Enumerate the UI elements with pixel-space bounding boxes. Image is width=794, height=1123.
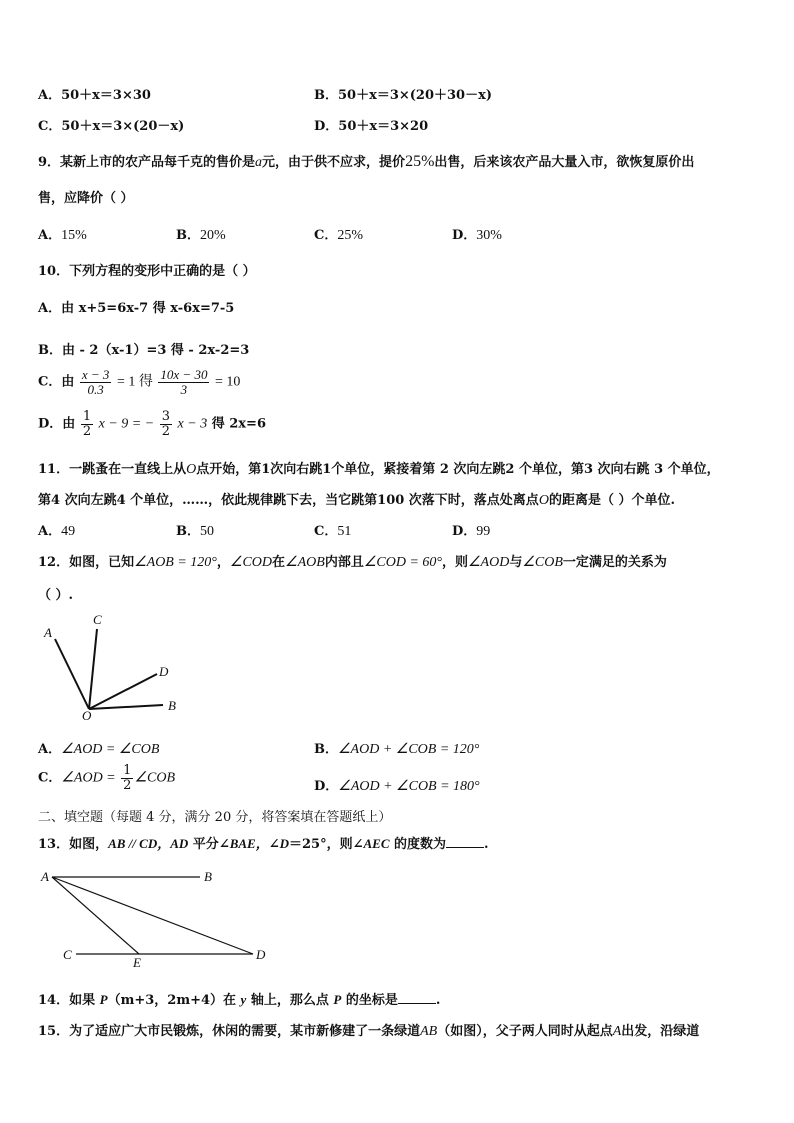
answer-blank xyxy=(398,991,436,1004)
q11-option-c: C．51 xyxy=(314,524,352,539)
q12-option-b: B．∠AOD + ∠COB = 120° xyxy=(314,742,480,757)
q11-option-d: D．99 xyxy=(452,524,491,539)
line-ae xyxy=(52,877,139,954)
q12-stem-line1: 12．如图，已知∠AOB = 120°，∠COD在∠AOB内部且∠COD = 60°，则∠AOD与∠COB一定满足的关系为 xyxy=(38,555,667,570)
point-label-d: D xyxy=(256,947,266,962)
q9-option-a: A．15% xyxy=(38,228,87,243)
q8-option-a: A．50＋x＝3×30 xyxy=(38,88,151,103)
point-label-a: A xyxy=(41,869,49,884)
point-label-b: B xyxy=(204,869,212,884)
q13-stem: 13．如图，AB // CD，AD 平分∠BAE，∠D＝25°，则∠AEC 的度数为 . xyxy=(38,836,489,852)
q13-parallel-figure xyxy=(38,865,278,970)
ray-oc xyxy=(89,629,97,709)
q8-option-d: D．50＋x＝3×20 xyxy=(314,119,429,134)
fraction: $\frac{x - 3}{0.3}$ xyxy=(81,367,110,397)
ray-od xyxy=(89,674,157,709)
section-heading: 二、填空题（每题 4 分，满分 20 分，将答案填在答题纸上） xyxy=(38,810,392,825)
answer-blank xyxy=(446,835,484,848)
q11-stem-line2: 第4 次向左跳4 个单位，……，依此规律跳下去，当它跳第100 次落下时，落点处离点O的距离是（ ）个单位. xyxy=(38,493,675,508)
q11-option-a: A．49 xyxy=(38,524,76,539)
q14-stem: 14．如果 P（m+3，2m+4）在 y 轴上，那么点 P 的坐标是 . xyxy=(38,992,441,1008)
q10-option-c: C．由 $\frac{x - 3}{0.3}$ = 1 得 $\frac{10x - 30}{3}$ = 10 xyxy=(38,367,241,397)
fraction: $\frac{1}{2}$ xyxy=(123,763,132,793)
point-label-c: C xyxy=(63,947,72,962)
q12-option-c: C．∠AOD = $\frac{1}{2}$ ∠COB xyxy=(38,763,176,793)
point-label-e: E xyxy=(133,955,141,970)
fraction: $\frac{3}{2}$ xyxy=(161,409,170,439)
q9-option-b: B．20% xyxy=(176,228,226,243)
q10-option-b: B．由 - 2（x-1）=3 得 - 2x-2=3 xyxy=(38,343,250,358)
q15-stem: 15．为了适应广大市民锻炼，休闲的需要，某市新修建了一条绿道AB（如图），父子两人同时从起点A出发，沿绿道 xyxy=(38,1024,700,1039)
q9-stem-line2: 售，应降价（ ） xyxy=(38,191,134,206)
q12-option-a: A．∠AOD = ∠COB xyxy=(38,742,160,757)
q8-option-b: B．50＋x＝3×(20＋30－x) xyxy=(314,88,493,103)
q10-option-a: A．由 x+5=6x-7 得 x-6x=7-5 xyxy=(38,301,235,316)
point-label-a: A xyxy=(44,625,52,640)
q9-stem-line1: 9．某新上市的农产品每千克的售价是a元，由于供不应求，提价25%出售，后来该农产品大量入市，欲恢复原价出 xyxy=(38,153,695,170)
q10-stem: 10．下列方程的变形中正确的是（ ） xyxy=(38,264,256,279)
q9-option-c: C．25% xyxy=(314,228,364,243)
ray-ob xyxy=(89,705,163,709)
fraction: $\frac{10x - 30}{3}$ xyxy=(160,367,208,397)
q12-option-d: D．∠AOD + ∠COB = 180° xyxy=(314,779,480,794)
point-label-b: B xyxy=(168,698,176,713)
point-label-d: D xyxy=(159,664,169,679)
q12-angle-figure xyxy=(38,612,188,722)
q11-stem-line1: 11．一跳蚤在一直线上从O点开始，第1次向右跳1个单位，紧接着第 2 次向左跳2 个单位，第3 次向右跳 3 个单位， xyxy=(38,462,720,477)
line-ad xyxy=(52,877,253,954)
q12-stem-line2: （ ）. xyxy=(38,588,74,603)
q8-option-c: C．50＋x＝3×(20－x) xyxy=(38,119,185,134)
point-label-o: O xyxy=(82,708,92,722)
fraction: $\frac{1}{2}$ xyxy=(82,409,92,439)
point-label-c: C xyxy=(93,612,102,627)
q11-option-b: B．50 xyxy=(176,524,214,539)
q10-option-d: D．由 $\frac{1}{2}$ x − 9 = − $\frac{3}{2}$ x − 3 得 2x=6 xyxy=(38,409,266,439)
ray-oa xyxy=(55,639,89,709)
q9-option-d: D．30% xyxy=(452,228,502,243)
